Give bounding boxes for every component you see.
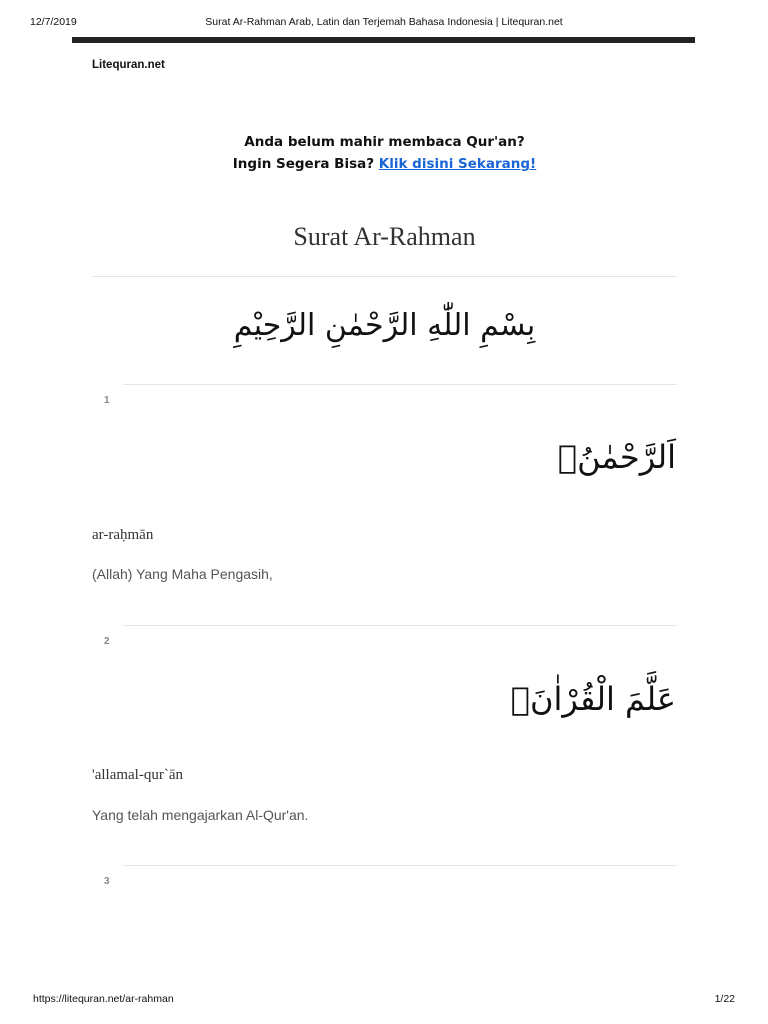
ayah-number: 2 [104, 636, 110, 647]
ayah-arabic: عَلَّمَ الْقُرْاٰنَۗ [510, 680, 676, 718]
title-divider [92, 276, 677, 277]
site-logo-link[interactable]: Litequran.net [92, 59, 165, 71]
promo-line-1: Anda belum mahir membaca Qur'an? [244, 134, 525, 150]
print-header [30, 16, 738, 34]
ayah-divider [123, 384, 677, 385]
ayah-number: 1 [104, 395, 110, 406]
header-bar [72, 37, 695, 43]
print-page-title: Surat Ar-Rahman Arab, Latin dan Terjemah Bahasa Indonesia | Litequran.net [205, 16, 563, 28]
ayah-translation: (Allah) Yang Maha Pengasih, [92, 566, 273, 582]
promo-line-2 [92, 153, 677, 175]
ayah-divider [123, 625, 677, 626]
print-page-number: 1/22 [714, 993, 735, 1005]
ayah-divider [123, 865, 677, 866]
print-date: 12/7/2019 [30, 16, 77, 28]
bismillah: بِسْمِ اللّٰهِ الرَّحْمٰنِ الرَّحِيْمِ [233, 308, 536, 343]
surah-title: Surat Ar-Rahman [293, 222, 476, 251]
ayah-number: 3 [104, 876, 110, 887]
ayah-latin: ar-raḥmān [92, 527, 154, 543]
print-footer-url: https://litequran.net/ar-rahman [33, 993, 174, 1005]
ayah-latin: 'allamal-qur`ān [92, 767, 183, 783]
promo-line-2-prefix: Ingin Segera Bisa? [232, 156, 375, 172]
ayah-arabic: اَلرَّحْمٰنُۙ [557, 438, 676, 476]
promo-banner [92, 131, 677, 175]
promo-link[interactable]: Klik disini Sekarang! [378, 156, 537, 172]
ayah-translation: Yang telah mengajarkan Al-Qur'an. [92, 807, 309, 823]
